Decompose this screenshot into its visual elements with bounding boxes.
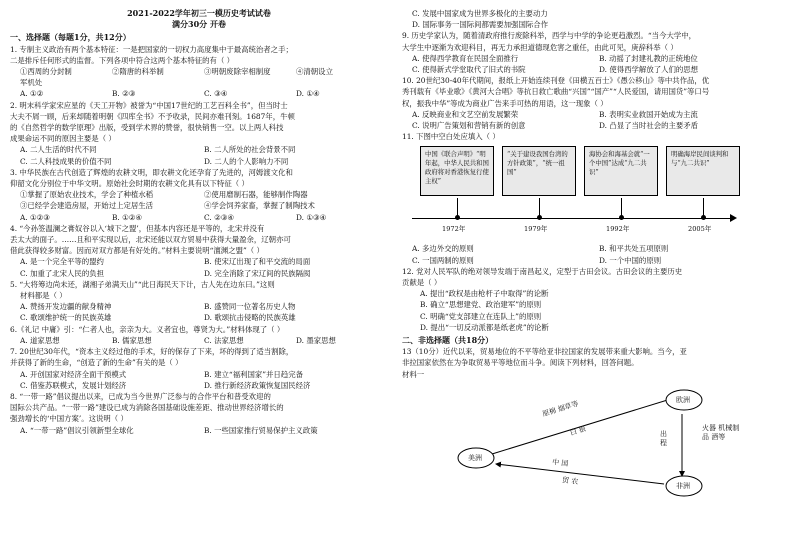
q12-line: 12. 党对人民军队的绝对领导发端于南昌起义，定型于古田会议。古田会议的主要历史 xyxy=(402,266,683,276)
choice-a[interactable]: A. ①② xyxy=(20,89,44,99)
timeline-year: 2005年 xyxy=(688,225,712,234)
choice-c[interactable]: C. 二人科技成果的价值不同 xyxy=(20,156,112,166)
q2-line: 大夫不屑一顾，后来却随着明朝《四库全书》不予收录，民间亦难刊刻。1687年，牛顿 xyxy=(10,111,295,121)
q10-line: 10. 20世纪30-40年代期间，报纸上开始连续刊登《田横五百士》《愚公移山》等中共作品，优 xyxy=(402,76,710,86)
timeline-dot xyxy=(701,215,706,220)
choice-c[interactable]: C. ③④ xyxy=(204,89,228,99)
choice-d[interactable]: D. 使得西学解放了人们的思想 xyxy=(599,65,699,75)
choice-b[interactable]: B. 表明实业救国开始成为主流 xyxy=(599,109,698,119)
route-label: 中 国 xyxy=(551,457,569,468)
choice-a[interactable]: A. 二人生活的时代不同 xyxy=(20,145,97,155)
trade-arrow xyxy=(496,464,664,484)
choice-a[interactable]: A. 提出“政权是由枪杆子中取得”的论断 xyxy=(420,289,549,299)
choice-a[interactable]: A. 是一个完全平等的盟约 xyxy=(20,257,104,267)
q4-choices xyxy=(10,256,388,267)
choice-b[interactable]: B. 一些国家推行贸易保护主义政策 xyxy=(204,425,318,435)
q3-options xyxy=(10,200,388,211)
q11-choices xyxy=(402,243,786,254)
route-label: 贸 农 xyxy=(561,475,579,486)
choice-c[interactable]: C. 法家思想 xyxy=(204,335,244,345)
q5-choices xyxy=(10,301,388,312)
q3-options xyxy=(10,189,388,200)
choice-c[interactable]: C. ②③④ xyxy=(204,212,234,222)
q9-line: 大学生中逐渐为欢迎科目，再无力承担道德现危害之重任，由此可见，庚辞科举（ ） xyxy=(402,42,678,52)
timeline-dot xyxy=(537,215,542,220)
q11-line: 11. 下图中空白处应填入（ ） xyxy=(402,132,500,142)
timeline-box: 明确海岸民间谈判和与“九二共识” xyxy=(666,146,740,196)
q3-line: 仰韶文化分别位于中华文明。原始社会时期的农耕文化具有以下特征（ ） xyxy=(10,179,249,189)
exam-title: 2021-2022学年初三一模历史考试试卷 xyxy=(127,8,271,18)
choice-b[interactable]: B. ①②④ xyxy=(112,212,143,222)
choice-c[interactable]: C. 一国两制的原则 xyxy=(412,255,474,265)
q1-option: ①西周的分封制 xyxy=(20,67,72,77)
choice-d[interactable]: D. 歌颂抗击侵略的民族英雄 xyxy=(204,313,296,323)
q3-option: ③已经学会建造房屋，开始过上定居生活 xyxy=(20,201,154,211)
q10-choices xyxy=(402,120,786,131)
q4-line: 4. “今孙签温澜之膏奴谷以入‘城下之盟’，但基本内容还是平等的，北宋并没有 xyxy=(10,223,265,233)
choice-b[interactable]: B. 确立“思想建党、政治建军”的原则 xyxy=(420,300,542,310)
q13-line: 13（10分）近代以来，贸易地位的不平等给亚非拉国家的发展带来重大影响。当今，亚 xyxy=(402,347,687,357)
route-label: 火器 机械制品 酒等 xyxy=(702,423,740,441)
timeline-year: 1972年 xyxy=(442,225,466,234)
node-europe-label: 欧洲 xyxy=(676,395,690,404)
q11-choices xyxy=(402,255,786,266)
q1-line: 二是排斥任何形式的监督。下列各项中符合这两个基本特征的有（ ） xyxy=(10,55,235,65)
choice-d[interactable]: D. 二人的个人影响力不同 xyxy=(204,156,289,166)
q3-option: ④学会饲养家畜，掌握了制陶技术 xyxy=(204,201,315,211)
timeline-diagram xyxy=(402,144,786,240)
choice-a[interactable]: A. ①②③ xyxy=(20,212,50,222)
q2-choices xyxy=(10,144,388,155)
choice-a[interactable]: A. “一带一路”倡议引领新型全球化 xyxy=(20,425,134,435)
q7-line: 7. 20世纪30年代，“资本主义经过他的手术，好的保存了下来，坏的得到了适当割除， xyxy=(10,347,294,357)
q5-line: 5. “大将筹边尚未还，湖湘子弟满天山”“此日海民天下计，古人先在边东曰。”这则 xyxy=(10,279,275,289)
choice-d[interactable]: D. 推行新经济政策恢复国民经济 xyxy=(204,380,311,390)
q12-line: 贡献是（ ） xyxy=(402,278,442,288)
q1-option: ②隋唐的科举制 xyxy=(112,67,164,77)
q2-choices xyxy=(10,156,388,167)
q10-line: 权，振我中华”等成为商业广告来手可热的用语，这一现象（ ） xyxy=(402,98,608,108)
q8-line: 国际公共产品。“一带一路”建设已成为消除各国基础设施差距、推动世界经济增长的 xyxy=(10,403,284,413)
choice-d[interactable]: D. 提出“一切反动派都是纸老虎”的论断 xyxy=(420,322,549,332)
choice-c[interactable]: C. 加重了北宋人民的负担 xyxy=(20,268,104,278)
route-label: 出 程 xyxy=(660,429,667,447)
choice-b[interactable]: B. 动摇了封建礼教的正统地位 xyxy=(599,53,698,63)
q3-choices xyxy=(10,212,388,223)
q5-line: 材料都是（ ） xyxy=(20,291,67,301)
q3-option: ②使用磨制石器，能够制作陶器 xyxy=(204,190,308,200)
node-africa-label: 非洲 xyxy=(676,481,690,490)
q8-choices xyxy=(10,425,388,436)
timeline-dot xyxy=(455,215,460,220)
timeline-year: 1992年 xyxy=(606,225,630,234)
choice-c[interactable]: C. 明确“党支部建立在连队上”的原则 xyxy=(420,311,542,321)
q1-tail: 军机处 xyxy=(20,78,43,88)
q7-choices xyxy=(10,369,388,380)
choice-b[interactable]: B. 建立“福利国家”并日趋完备 xyxy=(204,369,303,379)
q6-line: 6.《礼记 中庸》引：“仁者人也，亲亲为大。义者宜也，尊贤为大。”材料体现了（ ） xyxy=(10,324,285,334)
choice-d[interactable]: D. 完全消除了宋辽间的民族隔阂 xyxy=(204,268,311,278)
choice-a[interactable]: A. 赞扬开发边疆的献身精神 xyxy=(20,302,112,312)
q4-line: 丢太大的面子。……且和平实现以后，北宋还能以双方贸易中获得大量盈余，辽朝亦可 xyxy=(10,235,291,245)
q4-choices xyxy=(10,268,388,279)
timeline-arrow-icon xyxy=(730,214,737,222)
route-label: 白 银 xyxy=(569,424,587,438)
q1-option: ③明朝废除宰相制度 xyxy=(204,67,271,77)
timeline-axis xyxy=(412,218,732,219)
choice-d[interactable]: D. ①③④ xyxy=(296,212,327,222)
material-label: 材料一 xyxy=(402,369,425,379)
choice-b[interactable]: B. ②③ xyxy=(112,89,136,99)
choice-c[interactable]: C. 歌颂维护统一的民族英雄 xyxy=(20,313,112,323)
timeline-box: 中国《联合声明》“明年起，中华人民共和国政府将对香港恢复行使主权” xyxy=(420,146,494,196)
q2-line: 成果命运不同的原因主要是（ ） xyxy=(10,134,116,144)
timeline-box: “关于建设我国台湾的方针政策”，“统一祖国” xyxy=(502,146,576,196)
choice-a[interactable]: A. 使得西学教育在民国全面推行 xyxy=(412,53,519,63)
q10-line: 秀刊载有《毕业歌》《黄河大合唱》等抗日救亡歌曲“兴国”“国产”“人民爱国，请用国货”等口号 xyxy=(402,87,710,97)
q1-line: 1. 专制主义政治有两个基本特征：一是把国家的一切权力高度集中于最高统治者之手； xyxy=(10,44,293,54)
choice-b[interactable]: B. 儒家思想 xyxy=(112,335,152,345)
right-column xyxy=(402,8,786,500)
q4-line: 借此获得较多财富。因而对双方都是有好处的。”材料主要说明“澶渊之盟”（ ） xyxy=(10,246,264,256)
choice-b[interactable]: B. 二人所处的社会背景不同 xyxy=(204,145,296,155)
choice-a[interactable]: A. 反映商业和文艺空前发展繁荣 xyxy=(412,109,519,119)
trade-triangle-diagram xyxy=(402,380,786,500)
choice-b[interactable]: B. 盛赞同一位著名历史人物 xyxy=(204,302,296,312)
choice-c[interactable]: C. 使得新式学堂取代了旧式的书院 xyxy=(412,65,526,75)
choice-d[interactable]: D. ①④ xyxy=(296,89,320,99)
choice-a[interactable]: A. 道家思想 xyxy=(20,335,60,345)
q2-line: 的《自然哲学的数学原理》出版，受到学术界的赞誉，很快销售一空。以上两人科技 xyxy=(10,123,284,133)
q8-line: 8. “一带一路”倡议提出以来，已成为当今世界广泛参与的合作平台和普受欢迎的 xyxy=(10,391,271,401)
choice-d[interactable]: D. 一个中国的原则 xyxy=(599,255,662,265)
q1-options xyxy=(10,66,388,77)
node-america-label: 美洲 xyxy=(468,453,482,462)
timeline-dot xyxy=(619,215,624,220)
section-2-heading: 二、非选择题（共18分） xyxy=(402,335,494,346)
route-label: 原棉 烟草等 xyxy=(541,399,580,419)
q9-choices xyxy=(402,53,786,64)
q7-line: 并获得了新的生命，“创造了新的生命”有关的是（ ） xyxy=(10,358,183,368)
section-1-heading: 一、选择题（每题1分，共12分） xyxy=(10,32,131,43)
choice-c[interactable]: C. 说明广告策划和营销有新的创意 xyxy=(412,121,526,131)
choice-c[interactable]: C. 发展中国家成为世界多极化的主要动力 xyxy=(412,9,548,18)
choice-a[interactable]: A. 多边外交的原则 xyxy=(412,244,474,254)
q7-choices xyxy=(10,380,388,391)
choice-b[interactable]: B. 和平共处五项原则 xyxy=(599,244,669,254)
choice-a[interactable]: A. 开创国家对经济全面干预模式 xyxy=(20,369,127,379)
q10-choices xyxy=(402,109,786,120)
q6-choices xyxy=(10,335,388,346)
choice-d[interactable]: D. 墨家思想 xyxy=(296,335,336,345)
q8-line: 强劲增长的‘中国方案’。这说明（ ） xyxy=(10,414,128,424)
exam-subtitle: 满分30分 开卷 xyxy=(172,19,226,30)
q1-option: ④清朝设立 xyxy=(296,67,333,77)
choice-b[interactable]: B. 使宋辽出现了和平交流的局面 xyxy=(204,257,311,267)
q2-line: 2. 明末科学家宋应星的《天工开物》被誉为“中国17世纪的工艺百科全书”，但当时士 xyxy=(10,100,288,110)
q1-choices xyxy=(10,88,388,99)
q9-line: 9. 历史学家认为，随着清政府推行废除科举，西学与中学的争论更趋激烈。“当今大学中， xyxy=(402,31,697,41)
q5-choices xyxy=(10,312,388,323)
left-column xyxy=(10,8,388,436)
q13-line: 非拉国家依然在为争取贸易平等地位而斗争。阅读下列材料，回答问题。 xyxy=(402,358,639,368)
timeline-box: 海协会和海基会就“一个中国”达成“九二共识” xyxy=(584,146,658,196)
q9-choices xyxy=(402,64,786,75)
timeline-year: 1979年 xyxy=(524,225,548,234)
q3-option: ①掌握了原始农业技术，学会了种植水稻 xyxy=(20,190,154,200)
choice-d[interactable]: D. 国际事务一国际间都需要加强国际合作 xyxy=(412,20,549,30)
choice-c[interactable]: C. 借鉴苏联模式，发展计划经济 xyxy=(20,380,127,390)
q3-line: 3. 中华民族在古代创造了辉煌的农耕文明，即农耕文化还孕育了先进的，河姆渡文化和 xyxy=(10,167,293,177)
choice-d[interactable]: D. 凸显了当时社会的主要矛盾 xyxy=(599,121,699,131)
